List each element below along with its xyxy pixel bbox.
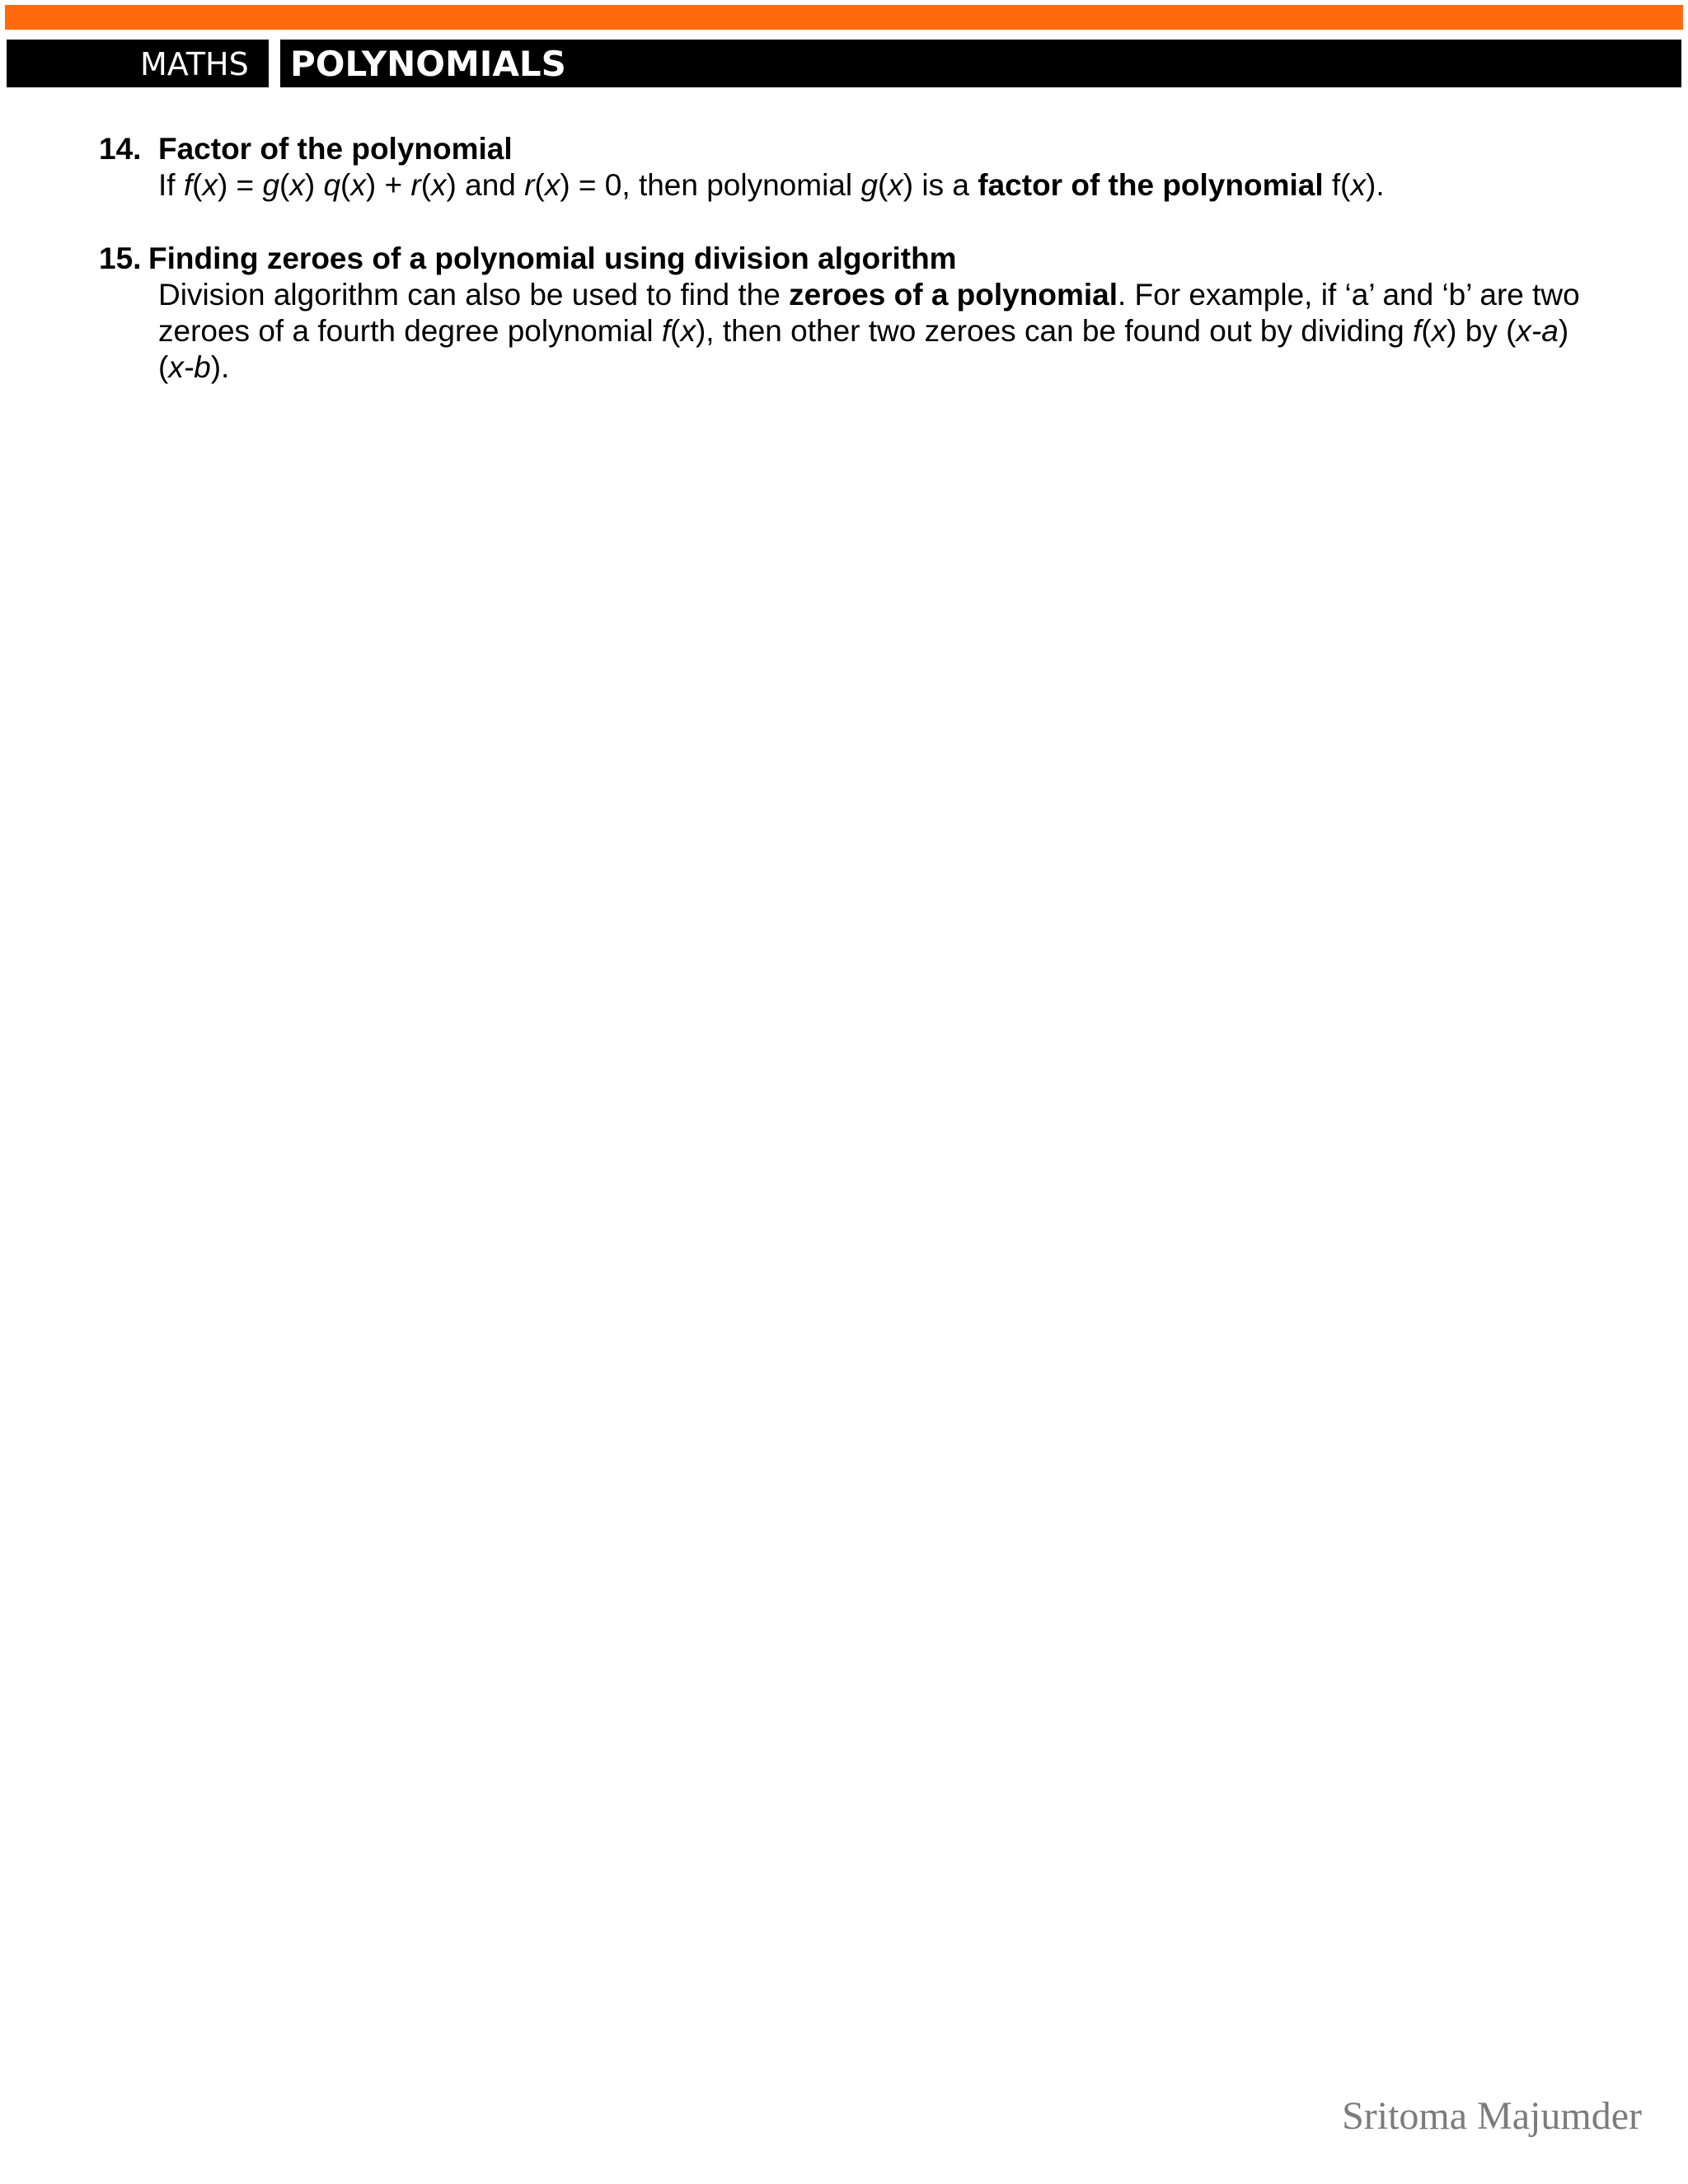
body-text: (	[877, 168, 889, 202]
body-text: f(	[1323, 168, 1351, 202]
math-var: g	[262, 168, 280, 202]
math-var: x	[431, 168, 447, 202]
section-number: 14.	[99, 132, 142, 166]
body-text: ) = 0, then polynomial	[560, 168, 861, 202]
math-expression: x-b	[168, 350, 211, 384]
math-var: x	[888, 168, 903, 202]
section-number: 15.	[99, 241, 142, 275]
math-var: q	[323, 168, 341, 202]
section-heading	[99, 131, 1591, 167]
math-var: f	[183, 168, 193, 202]
header-accent-stripe	[5, 5, 1683, 30]
section-title: Finding zeroes of a polynomial using division algorithm	[148, 241, 957, 275]
section-body	[99, 277, 1591, 386]
math-var: g	[860, 168, 878, 202]
author-signature: Sritoma Majumder	[1342, 2094, 1642, 2138]
section-15	[99, 241, 1591, 386]
body-text: ) =	[217, 168, 263, 202]
math-var: r	[524, 168, 535, 202]
body-text: ), then other two zeroes can be found out by dividing	[695, 314, 1414, 348]
body-text: (	[534, 168, 545, 202]
header-separator	[269, 40, 280, 87]
body-text: (	[340, 168, 351, 202]
body-text: (	[670, 314, 681, 348]
header-bar	[7, 40, 1681, 87]
math-var: x	[544, 168, 560, 202]
chapter-title: POLYNOMIALS	[290, 44, 566, 84]
section-body	[99, 167, 1591, 204]
math-var: f	[661, 314, 671, 348]
math-var: x	[202, 168, 218, 202]
math-var: x	[289, 168, 305, 202]
body-text: )(	[158, 314, 1569, 384]
math-var: r	[410, 168, 421, 202]
body-text: ) and	[446, 168, 525, 202]
section-heading	[99, 241, 1591, 277]
body-text: ).	[1366, 168, 1385, 202]
body-text: ) by (	[1447, 314, 1517, 348]
body-text: Division algorithm can also be used to find the	[158, 278, 790, 312]
body-text: ) +	[365, 168, 411, 202]
body-text: (	[420, 168, 432, 202]
body-text: (	[192, 168, 203, 202]
body-text: )	[304, 168, 324, 202]
body-text: ).	[210, 350, 230, 384]
math-var: x	[1431, 314, 1447, 348]
math-var: x	[350, 168, 366, 202]
section-title: Factor of the polynomial	[158, 132, 513, 166]
subject-label: MATHS	[140, 46, 249, 82]
body-text: (	[279, 168, 290, 202]
section-14	[99, 131, 1591, 204]
body-text: (	[1421, 314, 1432, 348]
math-expression: x-a	[1516, 314, 1559, 348]
math-var: f	[1413, 314, 1422, 348]
body-text: . For example, if ‘a’ and ‘b’ are two zeroes of a fourth degree polynomial	[158, 278, 1580, 348]
body-text: ) is a	[903, 168, 978, 202]
body-text: If	[158, 168, 184, 202]
emphasis-text: zeroes of a polynomial	[789, 278, 1118, 312]
emphasis-text: factor of the polynomial	[978, 168, 1324, 202]
math-var: x	[680, 314, 696, 348]
math-var: x	[1350, 168, 1367, 202]
